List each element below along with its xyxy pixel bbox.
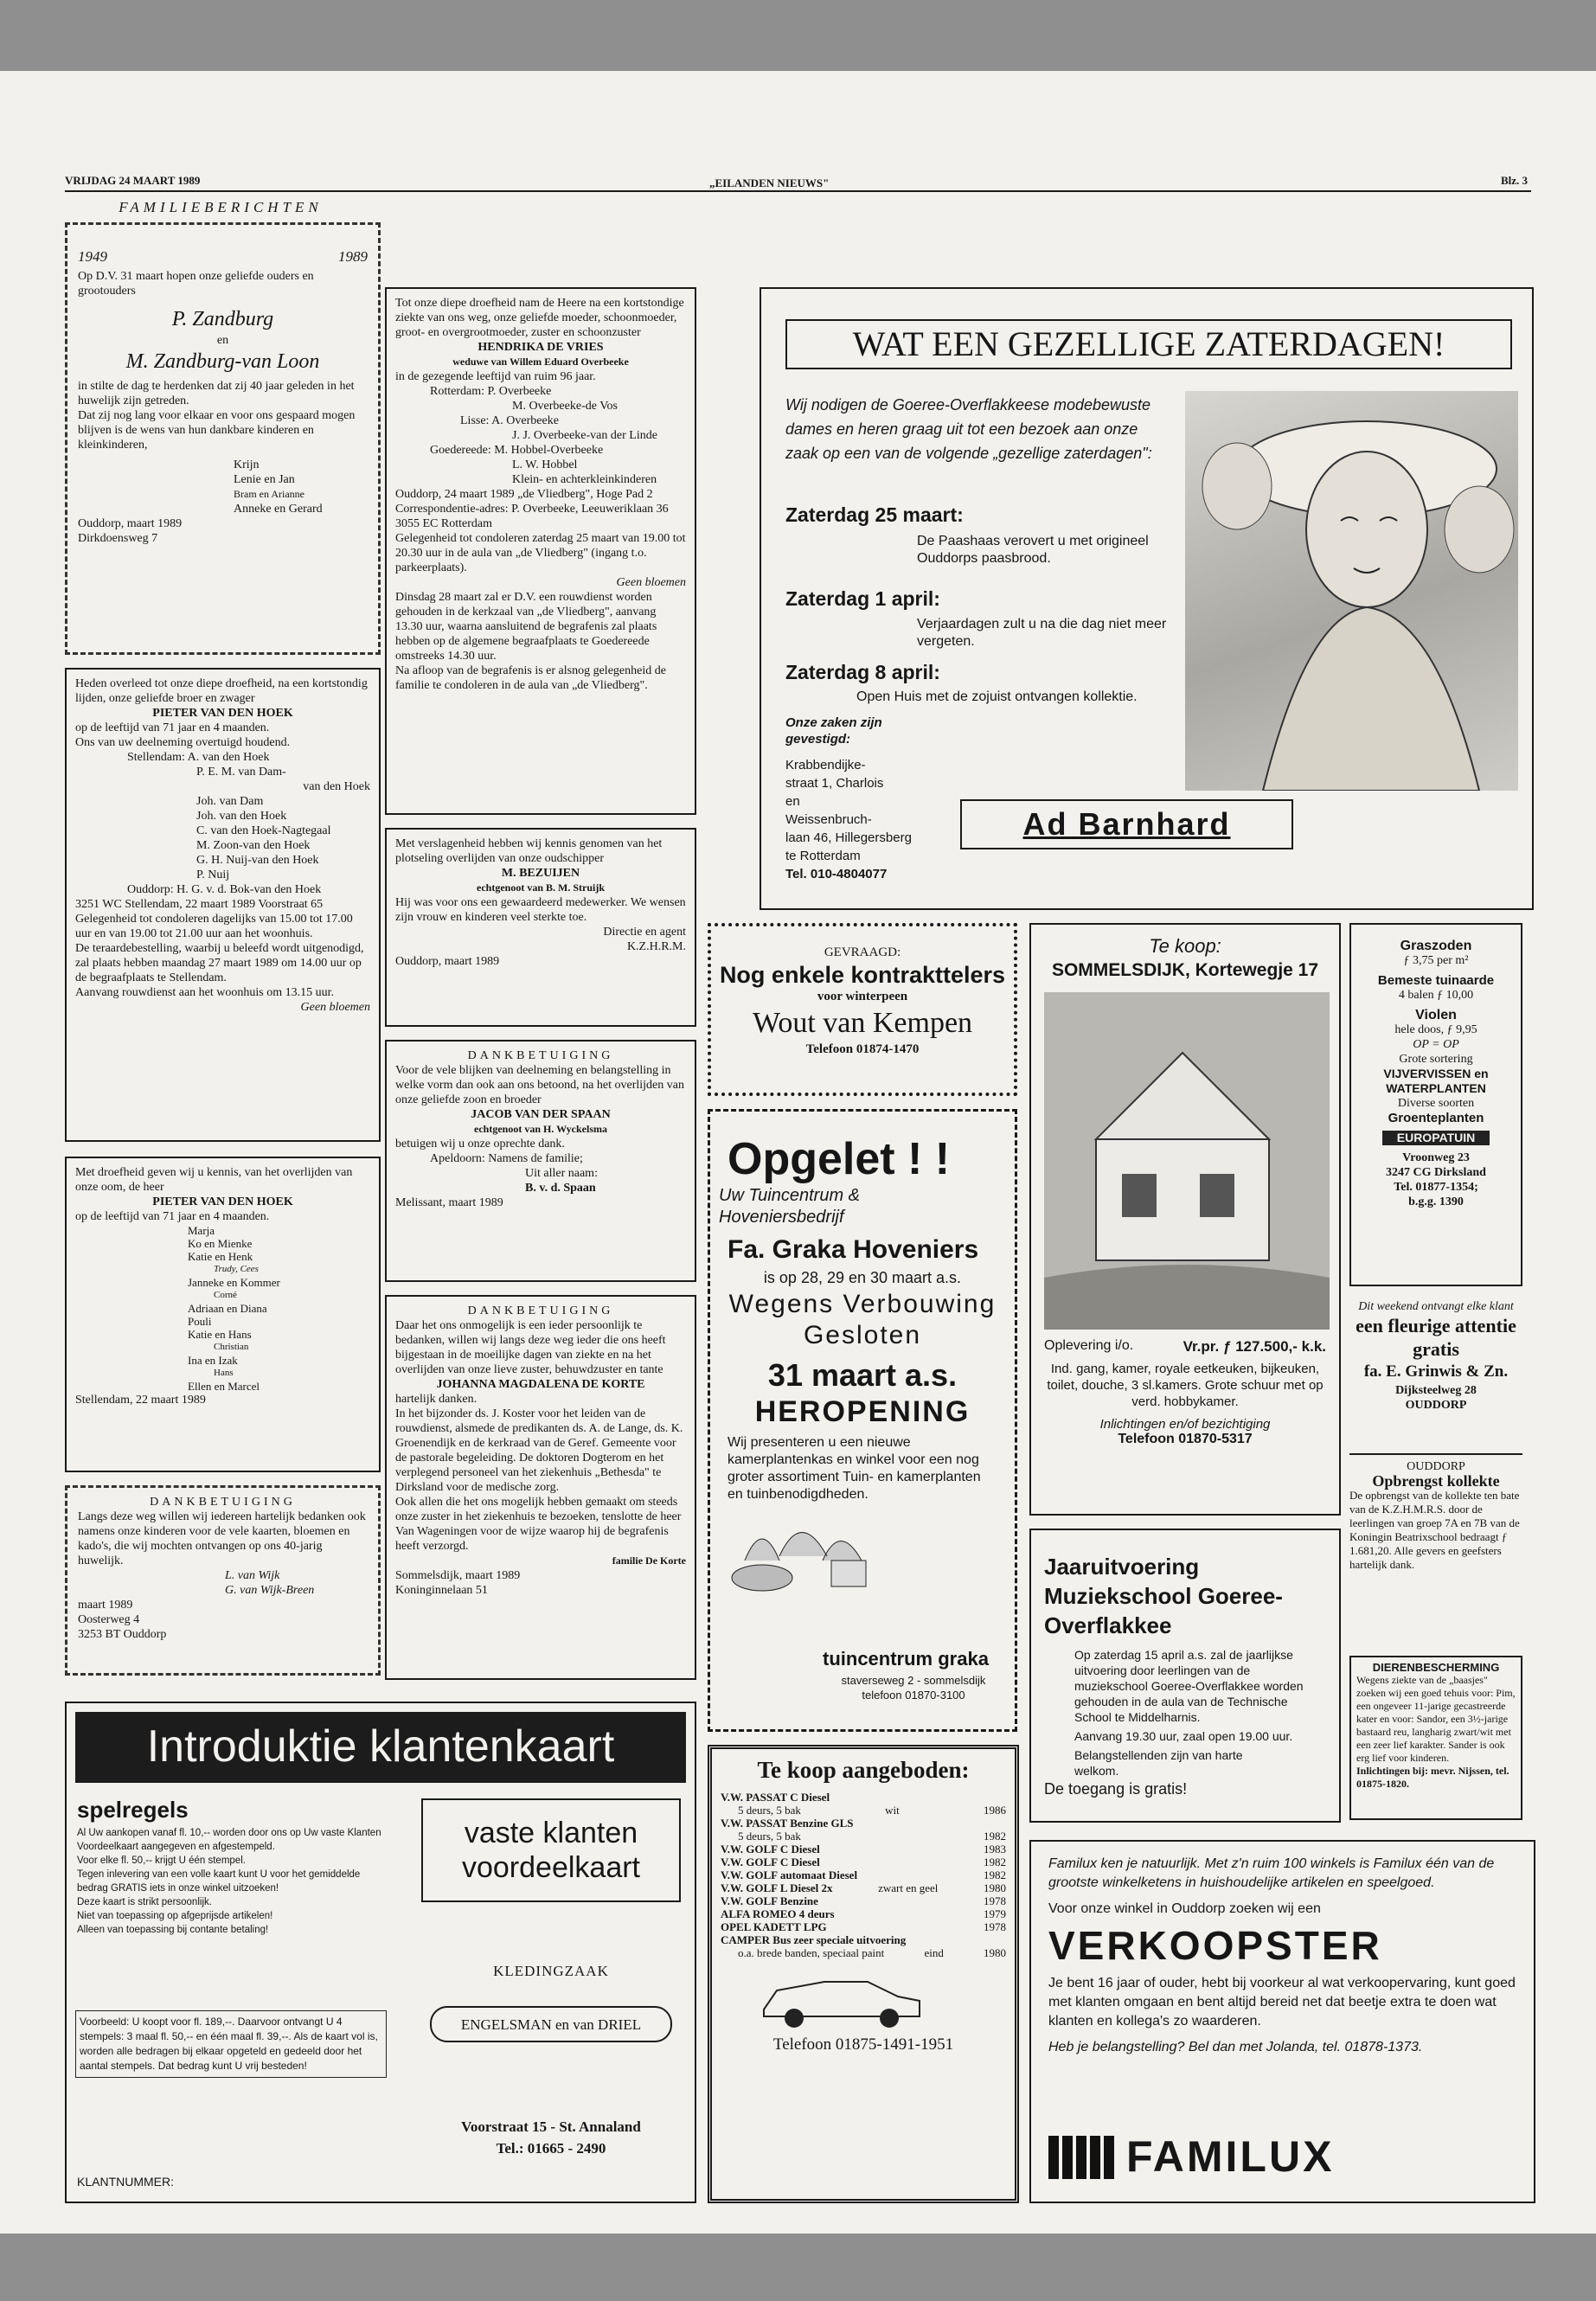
kempen-wanted: GEVRAAGD: — [824, 945, 901, 959]
wijk-addr-2: Oosterweg 4 — [78, 1613, 140, 1626]
familux-stripes — [1048, 2136, 1118, 2179]
familux-sub: Voor onze winkel in Ouddorp zoeken wij een — [1048, 1901, 1321, 1916]
car-10-name: CAMPER Bus zeer speciale uitvoering — [721, 1933, 907, 1946]
barnhard-intro: Wij nodigen de Goeree-Overflakkeese modebewuste dames en heren graag uit tot een bezoek aan onze zaak op een van de volgende „gezellige zaterdagen": — [785, 396, 1152, 462]
grass-price: ƒ 3,75 per m² — [1403, 954, 1469, 967]
korte-body2: In het bijzonder ds. J. Koster voor het leiden van de rouwdienst, alsmede de predikanten ds. A. de Lange, ds. K. Groenendijk en de kerkraad van de Geref. Gemeente voor de pastorale begeleiding. De doktoren Dogterom en het verplegend personeel van het ziekenhuis „Bethesda" te Dirksland voor de medische zorg. — [395, 1407, 683, 1494]
grinwis-addr-2: OUDDORP — [1405, 1399, 1467, 1412]
opgelet-body: Wij presenteren u een nieuwe kamerplantenkas en winkel voor een nog groter assortiment Tuin- en kamerplanten en tuinbenodigdheden. — [727, 1435, 981, 1502]
rule-6: Alleen van toepassing bij contante betaling! — [77, 1925, 269, 1935]
bezuijen-addr: Ouddorp, maart 1989 — [395, 955, 500, 968]
day-2-text: Verjaardagen zult u na die dag niet meer vergeten. — [917, 617, 1167, 649]
car-1-spec: 5 deurs, 5 bak — [738, 1804, 801, 1817]
car-8-name: ALFA ROMEO 4 deurs — [721, 1907, 835, 1920]
year-end: 1989 — [338, 248, 368, 265]
day-2: Zaterdag 1 april: — [785, 587, 940, 610]
hoek1-name: PIETER VAN DEN HOEK — [152, 707, 293, 720]
spaan-addr: Melissant, maart 1989 — [395, 1196, 503, 1209]
hoek1-fam-10: Ouddorp: H. G. v. d. Bok-van den Hoek — [127, 883, 322, 896]
car-2-year: 1982 — [984, 1830, 1006, 1843]
hoek1-thanks: Ons van uw deelneming overtuigd houdend. — [75, 736, 291, 749]
barnhard-title: WAT EEN GEZELLIGE ZATERDAGEN! — [785, 319, 1512, 369]
car-7-year: 1978 — [984, 1894, 1006, 1907]
bezuijen-sub: echtgenoot van B. M. Struijk — [477, 881, 605, 894]
europatuin-addr-4: b.g.g. 1390 — [1408, 1195, 1464, 1208]
addr-line-5: laan 46, Hillegersberg — [785, 830, 912, 845]
animal-info: Inlichtingen bij: mevr. Nijssen, tel. 01875-1820. — [1356, 1765, 1509, 1790]
rules-heading: spelregels — [77, 1797, 189, 1823]
car-3-year: 1983 — [984, 1843, 1006, 1856]
ad-klantenkaart — [65, 1702, 696, 2203]
hoek1-fam-8: G. H. Nuij-van den Hoek — [196, 854, 319, 867]
violets-label: Violen — [1415, 1008, 1457, 1022]
opgelet-date2: 31 maart a.s. — [767, 1357, 958, 1393]
opgelet-reopen: HEROPENING — [754, 1395, 971, 1428]
hoek1-intro: Heden overleed tot onze diepe droefheid, na een kortstondig lijden, onze geliefde broer en zwager — [75, 677, 368, 705]
violets-price: hele doos, ƒ 9,95 — [1394, 1023, 1477, 1036]
ouddorp-subheading: Opbrengst kollekte — [1372, 1472, 1500, 1490]
kledingzaak: KLEDINGZAAK — [493, 1963, 609, 1979]
newspaper-title: „EILANDEN NIEUWS" — [709, 176, 830, 189]
rules-list — [77, 1826, 388, 1937]
muziek-free: De toegang is gratis! — [1044, 1780, 1188, 1798]
opgelet-headline: Opgelet ! ! — [727, 1134, 951, 1184]
klanten-title: Introduktie klantenkaart — [75, 1712, 686, 1783]
devries-name: HENDRIKA DE VRIES — [478, 341, 604, 354]
spaan-sign-1: Apeldoorn: Namens de familie; — [430, 1152, 583, 1165]
kid-2: Lenie en Jan — [234, 473, 295, 486]
familux-job: VERKOOPSTER — [1048, 1923, 1382, 1968]
opgelet-dates: is op 28, 29 en 30 maart a.s. — [763, 1269, 962, 1286]
various: Diverse soorten — [1397, 1097, 1475, 1110]
engelsman-logo: ENGELSMAN en van DRIEL — [430, 2006, 672, 2042]
rule-3: Tegen inlevering van een volle kaart kunt U voor het gemiddelde bedrag GRATIS iets in onze winkel uitzoeken! — [77, 1869, 361, 1894]
devries-addr: Ouddorp, 24 maart 1989 „de Vliedberg", Hoge Pad 2 Correspondentie-adres: P. Overbeeke, Leeuweriklaan 36 3055 EC Rotterdam — [395, 488, 669, 530]
shop-address: Voorstraat 15 - St. Annaland — [461, 2118, 641, 2135]
day-3: Zaterdag 8 april: — [785, 661, 940, 683]
and-word: en — [216, 334, 229, 347]
hoek2-fam-9: Katie en Hans — [188, 1328, 252, 1341]
addresses-heading: Onze zaken zijn gevestigd: — [785, 715, 882, 747]
car-1-year: 1986 — [984, 1804, 1006, 1817]
ad-barnhard — [760, 287, 1534, 910]
grass-label: Graszoden — [1400, 939, 1472, 953]
rule-5: Niet van toepassing op afgeprijsde artikelen! — [77, 1911, 273, 1921]
devries-sub: weduwe van Willem Eduard Overbeeke — [452, 356, 629, 368]
opgelet-sub: Uw Tuincentrum & Hoveniersbedrijf — [719, 1186, 861, 1227]
devries-fam-4: J. J. Overbeeke-van der Linde — [512, 429, 657, 442]
grinwis-promo — [1349, 1299, 1522, 1413]
zandburg-place: Ouddorp, maart 1989 — [78, 517, 183, 530]
car-2-name: V.W. PASSAT Benzine GLS — [721, 1817, 854, 1830]
soil-label: Bemeste tuinaarde — [1377, 973, 1495, 988]
korte-sign: familie De Korte — [612, 1554, 686, 1567]
kempen-tel: Telefoon 01874-1470 — [805, 1042, 920, 1056]
day-1-text: De Paashaas verovert u met origineel Ouddorps paasbrood. — [917, 534, 1149, 566]
bezuijen-intro: Met verslagenheid hebben wij kennis genomen van het plotseling overlijden van onze oudschipper — [395, 837, 663, 865]
devries-funeral: Dinsdag 28 maart zal er D.V. een rouwdienst worden gehouden in de kerkzaal van „de Vliedberg", aanvang 13.30 uur, waarna aansluitend de begrafenis zal plaats hebben op de algemene begraafplaats te Goedereede omstreeks 14.30 uur. — [395, 591, 657, 663]
ouddorp-heading: OUDDORP — [1407, 1460, 1465, 1473]
devries-fam-6: L. W. Hobbel — [512, 458, 578, 471]
devries-fam-7: Klein- en achterkleinkinderen — [512, 473, 657, 486]
ad-kempen — [708, 923, 1017, 1096]
car-5-year: 1982 — [984, 1868, 1006, 1881]
wijk-sign-2: G. van Wijk-Breen — [225, 1584, 315, 1597]
car-7-name: V.W. GOLF Benzine — [721, 1894, 818, 1907]
cars-list — [721, 1791, 1006, 1959]
kid-4: Anneke en Gerard — [234, 503, 323, 516]
grinwis-addr-1: Dijksteelweg 28 — [1395, 1384, 1477, 1397]
hoek1-start: Aanvang rouwdienst aan het woonhuis om 13.15 uur. — [75, 986, 335, 999]
familux-logo: FAMILUX — [1126, 2132, 1335, 2181]
muziek-invite: Belangstellenden zijn van harte welkom. — [1074, 1748, 1243, 1778]
car-10-spec: o.a. brede banden, speciaal paint — [738, 1946, 885, 1959]
korte-title: DANKBETUIGING — [467, 1304, 614, 1317]
familux-body: Je bent 16 jaar of ouder, hebt bij voorkeur al wat verkoopervaring, kunt goed met klanten omgaan en bent altijd bereid net dat beetje extra te doen wat klanten en kollega's zo waarderen. — [1048, 1976, 1516, 2029]
thanks-van-wijk — [65, 1485, 381, 1676]
hoek1-age: op de leeftijd van 71 jaar en 4 maanden. — [75, 721, 270, 734]
addr-line-3: en — [785, 794, 800, 809]
op-is-op: OP = OP — [1413, 1038, 1459, 1051]
house-address: SOMMELSDIJK, Kortewegje 17 — [1051, 960, 1319, 980]
year-start: 1949 — [78, 248, 107, 265]
hoek2-fam-11: Ina en Izak — [188, 1354, 238, 1367]
obituary-van-den-hoek — [65, 668, 381, 1142]
big-assortment: Grote sortering — [1399, 1053, 1473, 1066]
hoek1-cond: Gelegenheid tot condoleren dagelijks van 15.00 tot 17.00 uur en van 19.00 tot 21.00 uur aan het woonhuis. — [75, 913, 353, 940]
car-10-when: eind — [924, 1946, 944, 1959]
korte-addr-2: Koninginnelaan 51 — [395, 1584, 488, 1597]
car-9-name: OPEL KADETT LPG — [721, 1920, 827, 1933]
devries-intro: Tot onze diepe droefheid nam de Heere na een kortstondige ziekte van ons weg, onze geliefde moeder, schoonmoeder, groot- en overgrootmoeder, zuster en schoonzuster — [395, 297, 684, 339]
zandburg-body: in stilte de dag te herdenken dat zij 40 jaar geleden in het huwelijk zijn getreden. — [78, 380, 355, 407]
name-wife: M. Zandburg-van Loon — [125, 350, 320, 373]
devries-fam-2: M. Overbeeke-de Vos — [512, 400, 618, 413]
car-9-year: 1978 — [984, 1920, 1006, 1933]
ouddorp-body: De opbrengst van de kollekte ten bate van de K.Z.H.M.R.S. door de leerlingen van groep 7A en 7B van de Koningin Beatrixschool bedraagt ƒ 1.681,20. Alle gevers en geefsters hartelijk dank. — [1349, 1489, 1520, 1571]
korte-addr-1: Sommelsdijk, maart 1989 — [395, 1569, 521, 1582]
familux-cta: Heb je belangstelling? Bel dan met Jolanda, tel. 01878-1373. — [1048, 2040, 1423, 2054]
opgelet-closed: Wegens Verbouwing Gesloten — [728, 1290, 997, 1349]
hoek1-fam-7: M. Zoon-van den Hoek — [196, 839, 311, 852]
kempen-name: Wout van Kempen — [752, 1007, 973, 1039]
car-6-name: V.W. GOLF L Diesel 2x — [721, 1881, 833, 1894]
hoek2-addr: Stellendam, 22 maart 1989 — [75, 1394, 206, 1407]
wijk-body: Langs deze weg willen wij iedereen hartelijk bedanken ook namens onze kinderen voor de vele kaarten, bloemen en kado's, die wij mochten ontvangen op ons 40-jarig huwelijk. — [78, 1510, 366, 1567]
devries-fam-5: Goedereede: M. Hobbel-Overbeeke — [430, 444, 604, 457]
house-price: Vr.pr. ƒ 127.500,- k.k. — [1183, 1338, 1326, 1355]
europatuin-addr-3: Tel. 01877-1354; — [1394, 1181, 1478, 1194]
customer-number-label: KLANTNUMMER: — [77, 2175, 175, 2189]
hoek1-fam-3: van den Hoek — [303, 780, 370, 793]
rule-1: Al Uw aankopen vanaf fl. 10,-- worden door ons op Uw vaste Klanten Voordeelkaart aangegeven en afgestempeld. — [77, 1828, 381, 1852]
spaan-sub: echtgenoot van H. Wyckelsma — [474, 1123, 607, 1135]
devries-after: Na afloop van de begrafenis is er alsnog gelegenheid de familie te condoleren in de aula van „de Vliedberg". — [395, 664, 666, 692]
header-rule — [65, 190, 1531, 192]
europatuin-logo: EUROPATUIN — [1382, 1131, 1490, 1145]
spaan-sign-2: Uit aller naam: — [525, 1167, 598, 1180]
devries-cond: Gelegenheid tot condoleren zaterdag 25 maart van 19.00 tot 20.30 uur in de aula van „de Vliedberg" (ingang t.o. parkeerplaats). — [395, 532, 686, 574]
opgelet-firm: Fa. Graka Hoveniers — [727, 1235, 979, 1264]
cars-tel: Telefoon 01875-1491-1951 — [772, 2035, 954, 2054]
korte-thanks: hartelijk danken. — [395, 1393, 478, 1406]
hoek1-fam-1: Stellendam: A. van den Hoek — [127, 751, 270, 764]
hoek1-fam-2: P. E. M. van Dam- — [196, 766, 286, 779]
zandburg-body2: Dat zij nog lang voor elkaar en voor ons gespaard mogen blijven is de wens van hun dankbare kinderen en kleinkinderen, — [78, 409, 356, 452]
addr-line-1: Krabbendijke- — [785, 758, 866, 772]
section-title: FAMILIEBERICHTEN — [119, 199, 323, 215]
hoek2-fam-6: Corné — [214, 1290, 237, 1300]
car-4-name: V.W. GOLF C Diesel — [721, 1856, 820, 1868]
animal-protection — [1349, 1656, 1522, 1820]
muziek-headline: Jaaruitvoering Muziekschool Goeree-Overflakkee — [1044, 1554, 1283, 1638]
hoek1-fam-6: C. van den Hoek-Nagtegaal — [196, 824, 331, 837]
plants-illustration-icon — [727, 1509, 901, 1595]
car-1-name: V.W. PASSAT C Diesel — [721, 1791, 830, 1804]
ad-grinwis — [1349, 923, 1522, 1286]
house-info: Inlichtingen en/of bezichtiging — [1099, 1417, 1271, 1432]
addr-line-4: Weissenbruch- — [785, 812, 872, 827]
grinwis-firm: fa. E. Grinwis & Zn. — [1363, 1362, 1509, 1381]
spaan-thanks: betuigen wij u onze oprechte dank. — [395, 1138, 565, 1150]
car-2-spec: 5 deurs, 5 bak — [738, 1830, 801, 1843]
car-6-color: zwart en geel — [878, 1881, 939, 1894]
korte-name: JOHANNA MAGDALENA DE KORTE — [436, 1378, 645, 1391]
graka-tel: telefoon 01870-3100 — [862, 1689, 965, 1702]
ouddorp-rule — [1349, 1453, 1522, 1455]
car-3-name: V.W. GOLF C Diesel — [721, 1843, 820, 1856]
hoek2-fam-10: Christian — [214, 1342, 249, 1352]
ad-graka — [708, 1109, 1017, 1732]
delivery-label: Oplevering i/o. — [1044, 1338, 1134, 1353]
name-husband: P. Zandburg — [171, 308, 274, 330]
car-4-year: 1982 — [984, 1856, 1006, 1868]
bezuijen-name: M. BEZUIJEN — [501, 867, 580, 880]
hoek2-name: PIETER VAN DEN HOEK — [152, 1195, 293, 1208]
hoek2-fam-13: Ellen en Marcel — [188, 1380, 260, 1393]
shop-tel: Tel.: 01665 - 2490 — [496, 2140, 606, 2157]
zandburg-intro: Op D.V. 31 maart hopen onze geliefde ouders en grootouders — [78, 270, 314, 298]
ouddorp-collection — [1349, 1459, 1522, 1572]
graka-logo: tuincentrum graka — [823, 1648, 989, 1670]
hoek2-age: op de leeftijd van 71 jaar en 4 maanden. — [75, 1210, 270, 1223]
house-photo — [1044, 992, 1326, 1330]
bezuijen-sign-2: K.Z.H.R.M. — [626, 940, 686, 953]
cars-heading: Te koop aangeboden: — [757, 1757, 970, 1783]
weekend-text: Dit weekend ontvangt elke klant — [1358, 1300, 1514, 1313]
kempen-headline: Nog enkele kontrakttelers — [719, 962, 1006, 988]
hoek1-no-flowers: Geen bloemen — [300, 1001, 370, 1014]
fashion-drawing-icon — [1185, 391, 1518, 791]
pond-fish: VIJVERVISSEN en WATERPLANTEN — [1383, 1067, 1489, 1095]
house-icon — [1044, 992, 1330, 1330]
familux-intro: Familux ken je natuurlijk. Met z'n ruim 100 winkels is Familux één van de grootste winkelketens in huishoudelijke artikelen en speelgoed. — [1048, 1856, 1495, 1890]
house-desc: Ind. gang, kamer, royale eetkeuken, bijkeuken, toilet, douche, 3 sl.kamers. Grote schuur met op verd. hobbykamer. — [1047, 1362, 1324, 1409]
hoek2-fam-7: Adriaan en Diana — [188, 1302, 267, 1315]
house-heading: Te koop: — [1149, 935, 1221, 957]
thanks-van-der-spaan — [385, 1040, 696, 1282]
spaan-title: DANKBETUIGING — [467, 1049, 614, 1062]
barnhard-logo: Ad Barnhard — [960, 799, 1293, 849]
card-title: vaste klanten voordeelkaart — [421, 1798, 681, 1902]
free-gift: een fleurige attentie gratis — [1356, 1315, 1516, 1360]
spaan-sign-3: B. v. d. Spaan — [525, 1182, 596, 1195]
kid-3: Bram en Arianne — [234, 488, 304, 500]
kid-1: Krijn — [234, 458, 260, 471]
hoek2-fam-8: Pouli — [188, 1315, 212, 1328]
ad-muziekschool — [1029, 1529, 1341, 1823]
house-tel: Telefoon 01870-5317 — [1118, 1432, 1253, 1446]
hoek1-fam-5: Joh. van den Hoek — [196, 810, 287, 823]
devries-fam-3: Lisse: A. Overbeeke — [460, 414, 559, 427]
hoek1-fam-4: Joh. van Dam — [196, 795, 264, 808]
rule-4: Deze kaart is strikt persoonlijk. — [77, 1897, 212, 1907]
bezuijen-sign-1: Directie en agent — [603, 926, 686, 939]
ad-cars-for-sale — [708, 1745, 1019, 2203]
day-1: Zaterdag 25 maart: — [785, 503, 964, 526]
bezuijen-body: Hij was voor ons een gewaardeerd medewerker. We wensen zijn vrouw en kinderen veel sterkte toe. — [395, 896, 686, 924]
example-box: Voorbeeld: U koopt voor fl. 189,--. Daarvoor ontvangt U 4 stempels: 3 maal fl. 50,-- en één maal fl. 39,--. Als de kaart vol is, worden alle bedragen bij elkaar opgeteld en gedeeld door het aantal stempels. Dat bedrag kunt U vrij besteden! — [75, 2010, 387, 2078]
spaan-name: JACOB VAN DER SPAAN — [471, 1108, 611, 1121]
zandburg-street: Dirkdoensweg 7 — [78, 532, 158, 545]
korte-body: Daar het ons onmogelijk is een ieder persoonlijk te bedanken, willen wij langs deze weg ieder die ons heeft bijgestaan in de moeilijke dagen van ziekte en na het overlijden van onze lieve zuster, behuwdzuster en tante — [395, 1319, 666, 1376]
hoek1-fam-9: P. Nuij — [196, 868, 230, 881]
wijk-title: DANKBETUIGING — [150, 1496, 296, 1509]
car-10-year: 1980 — [984, 1946, 1006, 1959]
car-8-year: 1979 — [984, 1907, 1006, 1920]
hoek2-fam-5: Janneke en Kommer — [188, 1276, 280, 1289]
thanks-de-korte — [385, 1295, 696, 1680]
hoek2-intro: Met droefheid geven wij u kennis, van het overlijden van onze oom, de heer — [75, 1166, 353, 1194]
barnhard-tel: Tel. 010-4804077 — [785, 867, 888, 881]
muziek-time: Aanvang 19.30 uur, zaal open 19.00 uur. — [1074, 1729, 1293, 1743]
hoek2-fam-1: Marja — [188, 1224, 215, 1237]
hoek1-addr: 3251 WC Stellendam, 22 maart 1989 Voorstraat 65 — [75, 898, 324, 911]
soil-price: 4 balen ƒ 10,00 — [1398, 989, 1474, 1002]
car-1-color: wit — [885, 1804, 900, 1817]
newspaper-page — [0, 71, 1596, 2234]
graka-addr: staverseweg 2 - sommelsdijk — [841, 1674, 986, 1687]
europatuin-addr-1: Vroonweg 23 — [1402, 1151, 1470, 1164]
addr-line-6: te Rotterdam — [785, 849, 861, 863]
ad-familux — [1029, 1840, 1535, 2203]
animal-heading: DIERENBESCHERMING — [1372, 1661, 1500, 1674]
hoek1-funeral: De teraardebestelling, waarbij u beleefd wordt uitgenodigd, zal plaats hebben maandag 27 maart 1989 om 14.00 uur op de begraafplaats te Stellendam. — [75, 942, 364, 984]
spaan-body: Voor de vele blijken van deelneming en belangstelling in welke vorm dan ook aan ons betoond, na het overlijden van onze geliefde zoon en broeder — [395, 1064, 684, 1106]
ad-house-for-sale — [1029, 923, 1341, 1516]
korte-body3: Ook allen die het ons mogelijk hebben gemaakt om steeds onze zuster in het ziekenhuis te bezoeken, tenslotte de heer Van Wageningen voor de wijze waarop hij de begrafenis heeft verzorgd. — [395, 1496, 682, 1553]
devries-age: in de gezegende leeftijd van ruim 96 jaar. — [395, 370, 596, 383]
page-number: Blz. 3 — [1501, 174, 1529, 187]
europatuin-addr-2: 3247 CG Dirksland — [1386, 1166, 1486, 1179]
obituary-van-den-hoek-2 — [65, 1157, 381, 1472]
kempen-sub: voor winterpeen — [817, 990, 908, 1003]
obituary-bezuijen — [385, 828, 696, 1027]
vegetables: Groenteplanten — [1388, 1111, 1484, 1125]
barnhard-addresses — [785, 756, 958, 883]
wijk-sign-1: L. van Wijk — [225, 1569, 280, 1582]
muziek-body: Op zaterdag 15 april a.s. zal de jaarlijkse uitvoering door leerlingen van de muziekschool Goeree-Overflakkee worden gehouden in de aula van de Technische School te Middelharnis. — [1074, 1648, 1304, 1724]
car-5-name: V.W. GOLF automaat Diesel — [721, 1868, 858, 1881]
day-3-text: Open Huis met de zojuist ontvangen kollektie. — [856, 689, 1138, 704]
issue-date: VRIJDAG 24 MAART 1989 — [65, 174, 201, 187]
hoek2-fam-12: Hans — [214, 1368, 234, 1378]
obituary-de-vries — [385, 287, 696, 815]
animal-body: Wegens ziekte van de „baasjes" zoeken wij een goed tehuis voor: Pim, een ongeveer 11-jarige gecastreerde kater en voor: Sandor, een 3½-jarige bastaard reu, langharig zwart/wit met een zeer lief karakter. Sander is ook erg lief voor kinderen. — [1356, 1674, 1516, 1764]
addr-line-2: straat 1, Charlois — [785, 776, 884, 791]
hoek2-fam-3: Katie en Henk — [188, 1250, 253, 1263]
anniversary-zandburg — [65, 222, 381, 655]
hoek2-fam-4: Trudy, Cees — [214, 1264, 259, 1274]
wijk-addr-3: 3253 BT Ouddorp — [78, 1628, 167, 1641]
fashion-illustration — [1185, 391, 1518, 791]
rule-2: Voor elke fl. 50,-- krijgt U één stempel. — [77, 1856, 246, 1866]
car-6-year: 1980 — [984, 1881, 1006, 1894]
devries-fam-1: Rotterdam: P. Overbeeke — [430, 385, 552, 398]
hoek2-fam-2: Ko en Mienke — [188, 1237, 253, 1250]
wijk-addr-1: maart 1989 — [78, 1599, 133, 1612]
car-icon — [755, 1966, 928, 2031]
devries-no-flowers: Geen bloemen — [616, 576, 686, 589]
